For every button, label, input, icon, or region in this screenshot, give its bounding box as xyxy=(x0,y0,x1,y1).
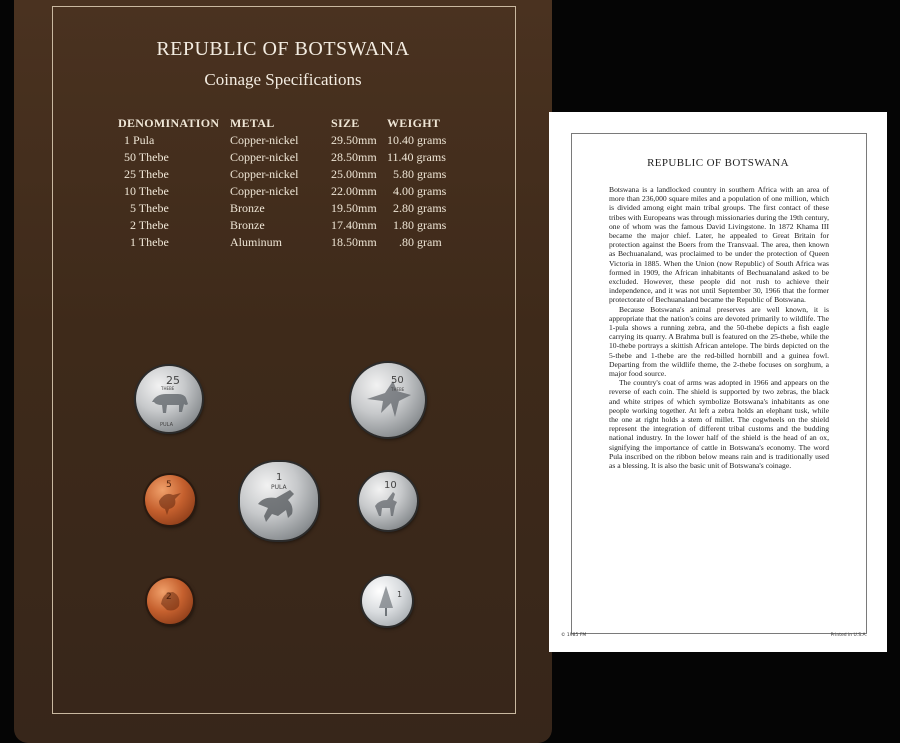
cell-size: 28.50mm xyxy=(331,150,377,164)
cell-denomination: 5 Thebe xyxy=(130,201,169,215)
cell-metal: Bronze xyxy=(230,201,265,215)
coin-word: THEBE xyxy=(161,386,175,391)
cell-metal: Bronze xyxy=(230,218,265,232)
cell-denomination: 1 Thebe xyxy=(130,235,169,249)
cell-weight: 11.40 grams xyxy=(387,150,446,164)
cell-metal: Copper-nickel xyxy=(230,184,299,198)
cell-metal: Copper-nickel xyxy=(230,133,299,147)
copyright-text: © 1985 FM xyxy=(561,633,587,638)
coin-word: THEBE xyxy=(391,387,405,392)
info-title: REPUBLIC OF BOTSWANA xyxy=(647,157,789,169)
cell-denomination: 50 Thebe xyxy=(124,150,169,164)
cell-metal: Copper-nickel xyxy=(230,150,299,164)
printed-text: Printed in U.S.A. xyxy=(830,633,867,638)
cell-denomination: 2 Thebe xyxy=(130,218,169,232)
header-weight: WEIGHT xyxy=(387,116,441,130)
cell-metal: Copper-nickel xyxy=(230,167,299,181)
paragraph: Botswana is a landlocked country in southern Africa with an area of more than 236,000 square miles and a population of one million, which is divided among eight main tribal groups. The first contact of these tribes with Europeans was through missionaries during the 19th century, one of whom was the famous David Livingstone. In 1872 Khama III became the major chief. Later, he appealed to Great Britain for protection against the Boers from the Transvaal. The area, then known as Bechuanaland, was proclaimed to be under the protection of Queen Victoria in 1885. When the Union (now Republic) of South Africa was formed in 1909, the African inhabitants of Bechuanaland asked to be excluded. However, these people did not rush to achieve their independence, and it was not until September 30, 1966 that the former protectorate of Bechuanaland became the Republic of Botswana. xyxy=(609,185,829,305)
coin-value: 5 xyxy=(166,480,172,490)
info-card xyxy=(549,112,887,652)
coin-set-card xyxy=(14,0,552,743)
coin-value: 1 xyxy=(276,472,283,483)
cell-weight: 4.00 grams xyxy=(393,184,447,198)
cell-size: 29.50mm xyxy=(331,133,377,147)
info-text xyxy=(609,185,829,470)
sorghum-icon xyxy=(362,576,412,626)
coin-1-thebe xyxy=(362,576,412,626)
coin-50-thebe xyxy=(351,363,425,437)
cell-size: 18.50mm xyxy=(331,235,377,249)
cell-denomination: 10 Thebe xyxy=(124,184,169,198)
cell-weight: 1.80 grams xyxy=(393,218,447,232)
card-border xyxy=(52,6,516,714)
card-title: REPUBLIC OF BOTSWANA xyxy=(156,38,410,60)
cell-denomination: 25 Thebe xyxy=(124,167,169,181)
coin-5-thebe xyxy=(145,475,195,525)
cell-weight: .80 gram xyxy=(399,235,442,249)
cell-size: 22.00mm xyxy=(331,184,377,198)
coin-word: PULA xyxy=(271,484,287,491)
coin-value: 2 xyxy=(166,592,172,602)
coin-1-pula xyxy=(240,462,318,540)
paragraph: Because Botswana's animal preserves are well known, it is appropriate that the nation's coins are devoted primarily to wildlife. The 1-pula shows a running zebra, and the 50-thebe depicts a fish eagle carrying its quarry. A Brahma bull is featured on the 25-thebe, while the 10-thebe portrays a skittish African antelope. The birds depicted on the 5-thebe and 1-thebe are the red-billed hornbill and a guinea fowl. Departing from the wildlife theme, the 2-thebe focuses on sorghum, a major food source. xyxy=(609,304,829,379)
coin-value: 1 xyxy=(397,590,403,599)
header-size: SIZE xyxy=(331,116,360,130)
cell-metal: Aluminum xyxy=(230,235,283,249)
cell-size: 25.00mm xyxy=(331,167,377,181)
cell-size: 17.40mm xyxy=(331,218,377,232)
cell-weight: 2.80 grams xyxy=(393,201,447,215)
coin-25-thebe xyxy=(136,366,202,432)
cell-weight: 5.80 grams xyxy=(393,167,447,181)
coin-value: 50 xyxy=(391,375,404,386)
fish-eagle-icon xyxy=(351,363,425,437)
card-subtitle: Coinage Specifications xyxy=(204,70,362,89)
coin-2-thebe xyxy=(147,578,193,624)
cell-size: 19.50mm xyxy=(331,201,377,215)
header-metal: METAL xyxy=(230,116,275,130)
header-denomination: DENOMINATION xyxy=(118,116,220,130)
coin-value: 10 xyxy=(384,480,397,491)
paragraph: The country's coat of arms was adopted in 1966 and appears on the reverse of each coin. The shield is supported by two zebras, the black and white stripes of which symbolize Botswana's inhabitants as one people working together. At left a zebra holds an elephant tusk, while the one at right holds a stem of millet. The cogwheels on the shield represent the integration of different tribal customs and the budding national industry. In the lower half of the shield is the head of an ox, signifying the importance of cattle in Botswana's economy. The word Pula inscribed on the ribbon below means rain and is traditionally used as a blessing. It is also the basic unit of Botswana's coinage. xyxy=(609,378,829,471)
cell-weight: 10.40 grams xyxy=(387,133,447,147)
coin-value: 25 xyxy=(166,374,180,387)
coin-10-thebe xyxy=(359,472,417,530)
coin-motto: PULA xyxy=(160,422,173,428)
cell-denomination: 1 Pula xyxy=(124,133,155,147)
